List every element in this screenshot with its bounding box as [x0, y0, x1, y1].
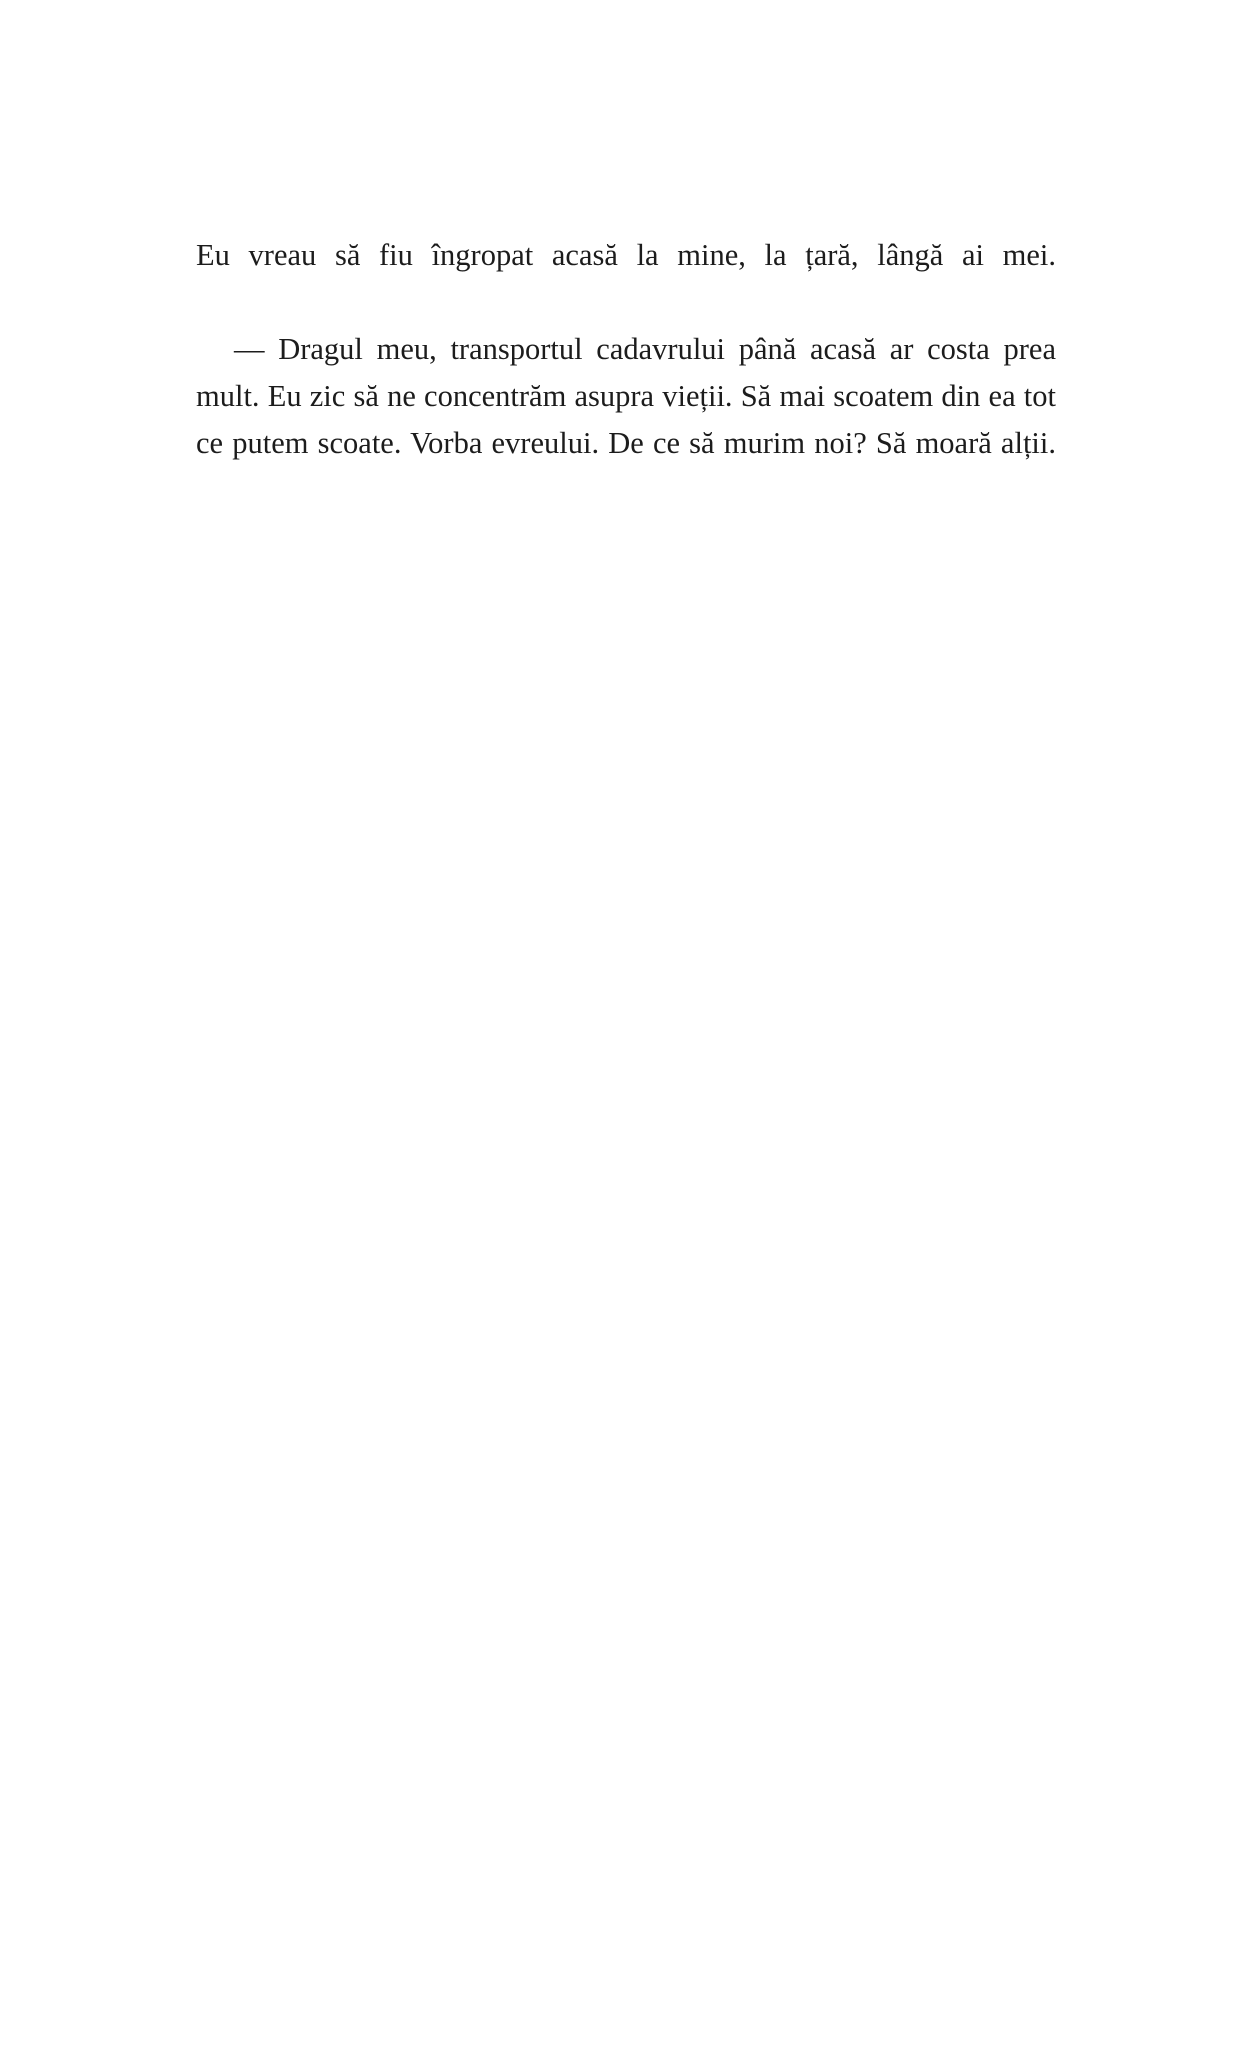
paragraph-1: Eu vreau să fiu îngropat acasă la mine, la țară, lângă ai mei.	[196, 238, 1056, 272]
body-text-block	[196, 232, 1056, 514]
paragraph-2: — Dragul meu, transportul cadavrului până acasă ar costa prea mult. Eu zic să ne concentrăm asupra vieții. Să mai scoatem din ea tot ce putem scoate. Vorba evreului. De ce să murim noi? Să moară alții.	[196, 332, 1056, 460]
